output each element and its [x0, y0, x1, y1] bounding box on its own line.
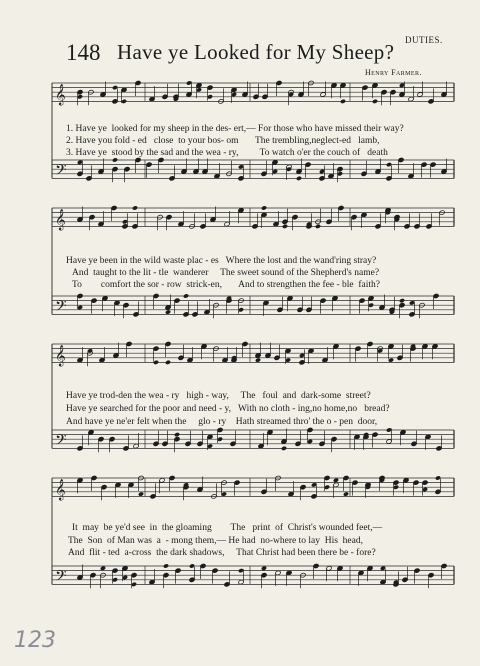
hymn-number: 148 [66, 40, 101, 65]
svg-text:𝄢: 𝄢 [55, 431, 67, 453]
composer-credit: Henry Farmer. [365, 68, 422, 77]
system-2-verse-2: And taught to the lit - tle wanderer The sweet sound of the Shepherd's name? [72, 268, 380, 278]
category-label: DUTIES. [405, 35, 443, 45]
system-1-verse-1: 1. Have ye looked for my sheep in the des- ert,— For those who have missed their way? [66, 124, 404, 134]
svg-text:𝄞: 𝄞 [55, 345, 66, 367]
system-4-verse-3: And flit - ted a-cross the dark shadows, That Christ had been there be - fore? [68, 548, 376, 558]
svg-text:𝄞: 𝄞 [55, 479, 66, 501]
system-3-verse-1: Have ye trod-den the wea - ry high - way, The foul and dark-some street? [66, 391, 371, 401]
handwritten-page-number: 123 [14, 628, 56, 653]
system-1-verse-3: 3. Have ye stood by the sad and the wea - ry, To watch o'er the couch of death [66, 148, 388, 158]
system-2-verse-1: Have ye been in the wild waste plac - es Where the lost and the wand'ring stray? [66, 256, 377, 266]
system-2-verse-3: To comfort the sor - row strick-en, And to strengthen the fee - ble faith? [72, 280, 380, 290]
system-4-verse-1: It may be ye'd see in the gloaming The print of Christ's wounded feet,— [72, 523, 383, 533]
svg-text:𝄞: 𝄞 [55, 209, 66, 231]
svg-text:𝄢: 𝄢 [55, 297, 67, 319]
system-3-verse-3: And have ye ne'er felt when the glo - ry Hath streamed thro' the o - pen door, [66, 417, 378, 427]
hymn-title: Have ye Looked for My Sheep? [117, 40, 395, 64]
svg-text:𝄞: 𝄞 [55, 84, 66, 106]
system-1-verse-2: 2. Have you fold - ed close to your bos- om The trembling,neglect-ed lamb, [66, 136, 380, 146]
system-3-verse-2: Have ye searched for the poor and need - y, With no cloth - ing,no home,no bread? [66, 404, 390, 414]
svg-text:𝄢: 𝄢 [55, 567, 67, 589]
svg-text:𝄢: 𝄢 [55, 161, 67, 183]
system-4-verse-2: The Son of Man was a - mong them,— He had no-where to lay His head, [68, 536, 363, 546]
